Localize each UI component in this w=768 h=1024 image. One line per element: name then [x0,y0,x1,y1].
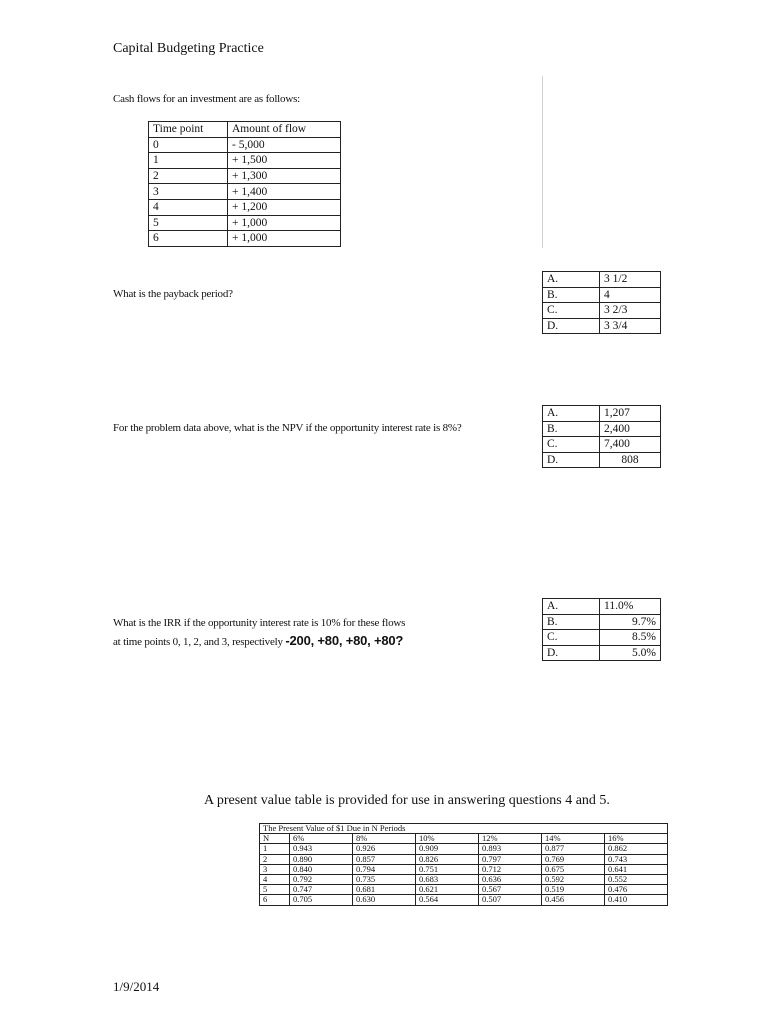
table-cell: 0.943 [290,844,353,854]
question-npv: For the problem data above, what is the NPV if the opportunity interest rate is 8%? [113,422,462,434]
choice-letter: B. [543,287,600,303]
amount-cell: + 1,500 [228,153,341,169]
choice-value: 3 2/3 [600,303,661,319]
amount-cell: + 1,300 [228,168,341,184]
table-cell: 0.826 [416,854,479,864]
choice-value: 9.7% [600,614,661,630]
table-row [149,215,341,231]
time-point-cell: 0 [149,137,228,153]
table-cell: 0.751 [416,864,479,874]
table-cell: 0.552 [605,874,668,884]
pv-table-note: A present value table is provided for use in answering questions 4 and 5. [204,793,610,808]
cash-flow-table [148,121,341,247]
choice-letter: C. [543,630,600,646]
choice-value: 2,400 [600,421,661,437]
choice-value: 4 [600,287,661,303]
answer-row [543,599,661,615]
column-header: Amount of flow [228,122,341,138]
choice-value: 5.0% [600,645,661,661]
table-cell: 0.410 [605,895,668,905]
column-header: 12% [479,834,542,844]
answer-choices-irr [542,598,661,661]
table-cell: 0.675 [542,864,605,874]
table-header-row [149,122,341,138]
table-cell: 0.926 [353,844,416,854]
choice-letter: D. [543,645,600,661]
table-cell: 0.519 [542,885,605,895]
question-irr-line1: What is the IRR if the opportunity interest rate is 10% for these flows [113,617,406,629]
choice-letter: C. [543,437,600,453]
column-header: 6% [290,834,353,844]
table-cell: 3 [260,864,290,874]
answer-row [543,287,661,303]
question-irr-line2-text: at time points 0, 1, 2, and 3, respectively [113,636,283,648]
time-point-cell: 2 [149,168,228,184]
table-cell: 0.743 [605,854,668,864]
table-cell: 0.893 [479,844,542,854]
column-header: Time point [149,122,228,138]
answer-row [543,614,661,630]
table-cell: 0.792 [290,874,353,884]
table-header-row [260,834,668,844]
answer-row [543,645,661,661]
choice-letter: D. [543,318,600,334]
answer-row [543,272,661,288]
amount-cell: + 1,200 [228,199,341,215]
answer-row [543,303,661,319]
pv-table-caption: The Present Value of $1 Due in N Periods [260,824,668,834]
table-cell: 0.564 [416,895,479,905]
table-cell: 6 [260,895,290,905]
time-point-cell: 5 [149,215,228,231]
table-cell: 0.857 [353,854,416,864]
table-cell: 0.681 [353,885,416,895]
column-header: 10% [416,834,479,844]
table-cell: 0.840 [290,864,353,874]
table-row [149,184,341,200]
table-row [149,199,341,215]
table-cell: 0.797 [479,854,542,864]
answer-choices-payback [542,271,661,334]
table-cell: 0.735 [353,874,416,884]
table-cell: 0.621 [416,885,479,895]
choice-letter: B. [543,421,600,437]
choice-value: 808 [600,452,661,468]
table-cell: 0.456 [542,895,605,905]
table-cell: 0.507 [479,895,542,905]
table-cell: 0.683 [416,874,479,884]
table-row [149,153,341,169]
answer-row [543,630,661,646]
time-point-cell: 6 [149,231,228,247]
answer-row [543,452,661,468]
table-row [149,168,341,184]
choice-value: 11.0% [600,599,661,615]
table-cell: 4 [260,874,290,884]
table-cell: 0.769 [542,854,605,864]
table-row [260,885,668,895]
amount-cell: + 1,400 [228,184,341,200]
column-header: 16% [605,834,668,844]
table-cell: 0.890 [290,854,353,864]
table-cell: 0.636 [479,874,542,884]
intro-text: Cash flows for an investment are as follows: [113,93,301,105]
table-cell: 0.567 [479,885,542,895]
table-cell: 0.476 [605,885,668,895]
table-cell: 0.592 [542,874,605,884]
amount-cell: + 1,000 [228,231,341,247]
choice-letter: B. [543,614,600,630]
choice-value: 8.5% [600,630,661,646]
answer-row [543,437,661,453]
answer-choices-npv [542,405,661,468]
table-cell: 0.862 [605,844,668,854]
pv-caption-row [260,824,668,834]
answer-row [543,318,661,334]
answer-row [543,421,661,437]
table-cell: 0.630 [353,895,416,905]
table-row [260,864,668,874]
choice-letter: A. [543,406,600,422]
choice-value: 7,400 [600,437,661,453]
table-cell: 0.877 [542,844,605,854]
table-cell: 0.794 [353,864,416,874]
question-irr-line2 [113,632,405,651]
table-row [260,874,668,884]
present-value-table [259,823,668,906]
table-cell: 2 [260,854,290,864]
table-cell: 5 [260,885,290,895]
footer-date: 1/9/2014 [113,979,160,994]
choice-value: 3 1/2 [600,272,661,288]
time-point-cell: 3 [149,184,228,200]
question-irr-flows: -200, +80, +80, +80? [285,633,404,648]
table-row [149,231,341,247]
table-row [260,844,668,854]
table-row [260,895,668,905]
choice-value: 1,207 [600,406,661,422]
table-row [260,854,668,864]
amount-cell: + 1,000 [228,215,341,231]
choice-letter: C. [543,303,600,319]
table-cell: 0.641 [605,864,668,874]
column-header: 14% [542,834,605,844]
table-cell: 0.705 [290,895,353,905]
time-point-cell: 4 [149,199,228,215]
amount-cell: - 5,000 [228,137,341,153]
question-payback: What is the payback period? [113,288,233,300]
choice-value: 3 3/4 [600,318,661,334]
choice-letter: A. [543,272,600,288]
table-cell: 0.712 [479,864,542,874]
choice-letter: D. [543,452,600,468]
table-row [149,137,341,153]
page-title: Capital Budgeting Practice [113,41,264,56]
answer-row [543,406,661,422]
table-cell: 0.909 [416,844,479,854]
choice-letter: A. [543,599,600,615]
column-header: 8% [353,834,416,844]
table-cell: 0.747 [290,885,353,895]
table-cell: 1 [260,844,290,854]
question-irr [113,614,405,651]
time-point-cell: 1 [149,153,228,169]
divider-line [542,76,543,248]
column-header: N [260,834,290,844]
